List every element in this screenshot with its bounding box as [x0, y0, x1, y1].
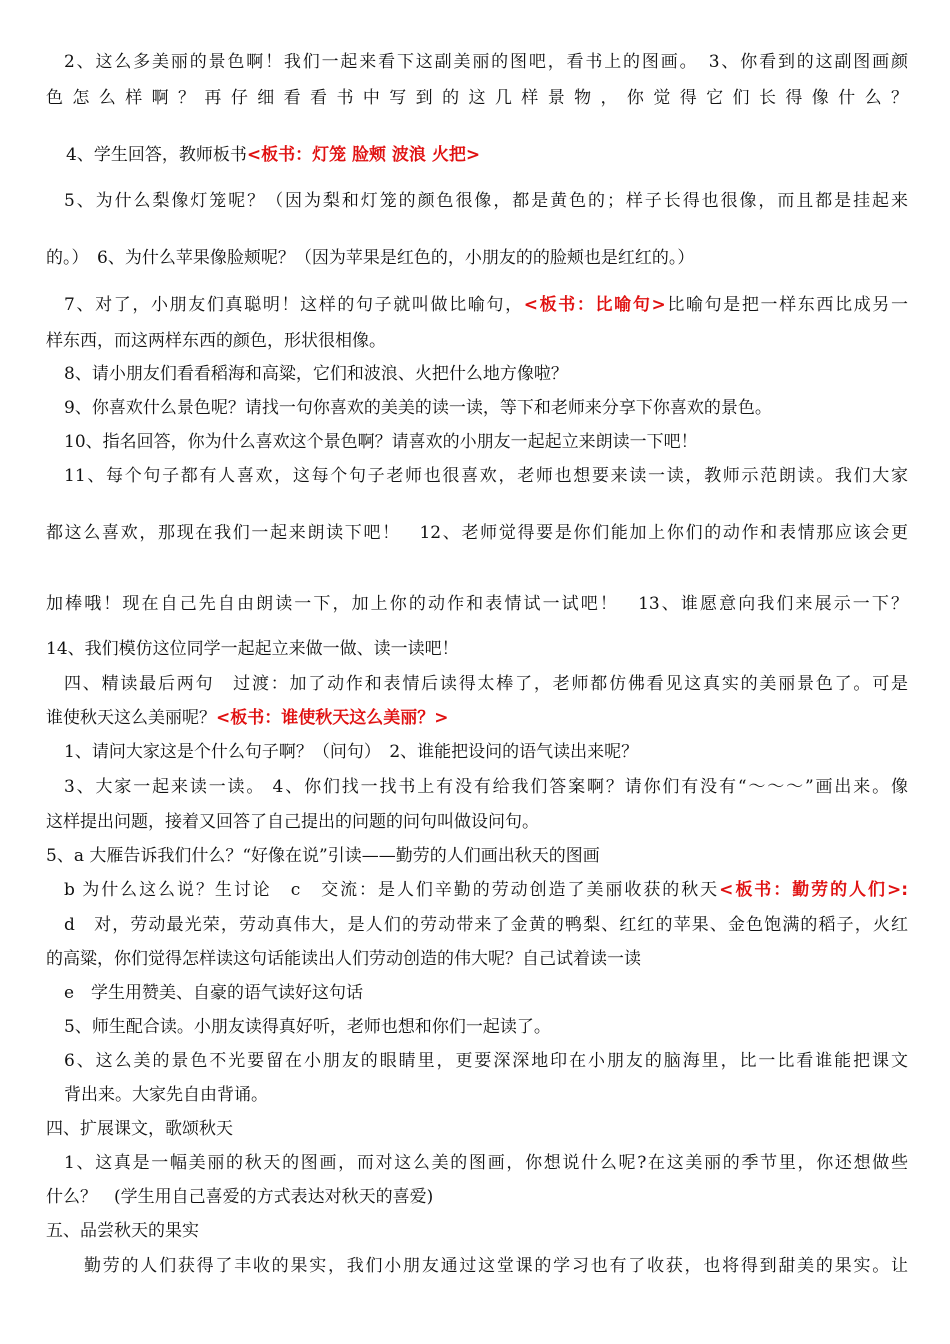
text-line: d 对，劳动最光荣，劳动真伟大，是人们的劳动带来了金黄的鸭梨、红红的苹果、金色饱满的稻子，火红 [64, 915, 908, 935]
text-line: 四、精读最后两句 过渡：加了动作和表情后读得太棒了，老师都仿佛看见这真实的美丽景色了。可是 [64, 674, 908, 694]
text-line: 2、这么多美丽的景色啊！我们一起来看下这副美丽的图吧，看书上的图画。 3、你看到的这副图画颜 [64, 52, 908, 72]
text-line: 5、为什么梨像灯笼呢？（因为梨和灯笼的颜色很像，都是黄色的；样子长得也很像，而且都是挂起来 [64, 191, 908, 211]
board-note: <板书：比喻句> [523, 295, 666, 315]
text-line: 3、大家一起来读一读。 4、你们找一找书上有没有给我们答案啊？请你们有没有“～～～”画出来。像 [64, 777, 908, 797]
text-line [46, 706, 908, 730]
text-line: 背出来。大家先自由背诵。 [64, 1085, 268, 1105]
text-line: 10、指名回答，你为什么喜欢这个景色啊？请喜欢的小朋友一起起立来朗读一下吧！ [64, 432, 698, 452]
text-run: 比喻句是把一样东西比成另一 [665, 295, 908, 315]
text-line: 8、请小朋友们看看稻海和高粱，它们和波浪、火把什么地方像啦？ [64, 364, 568, 384]
section-heading: 五、品尝秋天的果实 [46, 1221, 199, 1241]
board-note: <板书：灯笼 脸颊 波浪 火把> [246, 145, 481, 165]
text-line: 1、请问大家这是个什么句子啊？（问句） 2、谁能把设问的语气读出来呢？ [64, 742, 639, 762]
text-line: 的高粱，你们觉得怎样读这句话能读出人们劳动创造的伟大呢？自己试着读一读 [46, 949, 641, 969]
text-run: 谁使秋天这么美丽呢？ [46, 708, 216, 728]
board-note: <板书：勤劳的人们>: [719, 880, 908, 900]
text-line [66, 143, 910, 167]
text-line [64, 878, 908, 902]
text-line: 这样提出问题，接着又回答了自己提出的问题的问句叫做设问句。 [46, 812, 539, 832]
text-line [64, 293, 908, 317]
text-line: 5、师生配合读。小朋友读得真好听，老师也想和你们一起读了。 [64, 1017, 551, 1037]
text-run: b 为什么这么说？生讨论 c 交流：是人们辛勤的劳动创造了美丽收获的秋天 [64, 880, 720, 900]
text-line: e 学生用赞美、自豪的语气读好这句话 [64, 983, 364, 1003]
text-line: 14、我们模仿这位同学一起起立来做一做、读一读吧！ [46, 639, 459, 659]
text-run: 7、对了，小朋友们真聪明！这样的句子就叫做比喻句， [64, 295, 524, 315]
text-line: 1、这真是一幅美丽的秋天的图画，而对这么美的图画，你想说什么呢?在这美丽的季节里，你还想做些 [64, 1153, 908, 1173]
text-line: 9、你喜欢什么景色呢？请找一句你喜欢的美美的读一读，等下和老师来分享下你喜欢的景色。 [64, 398, 772, 418]
text-line: 5、a 大雁告诉我们什么？“好像在说”引读——勤劳的人们画出秋天的图画 [46, 846, 600, 866]
section-heading: 四、扩展课文，歌颂秋天 [46, 1119, 233, 1139]
text-line: 都这么喜欢，那现在我们一起来朗读下吧！ 12、老师觉得要是你们能加上你们的动作和表情那应该会更 [46, 523, 908, 543]
text-run: 4、学生回答，教师板书 [66, 145, 247, 165]
text-line: 6、这么美的景色不光要留在小朋友的眼睛里，更要深深地印在小朋友的脑海里，比一比看谁能把课文 [64, 1051, 908, 1071]
board-note: <板书：谁使秋天这么美丽？> [216, 708, 449, 728]
text-line: 色怎么样啊？再仔细看看书中写到的这几样景物，你觉得它们长得像什么？ [46, 88, 908, 108]
text-line: 什么？ (学生用自己喜爱的方式表达对秋天的喜爱) [46, 1187, 434, 1207]
text-line: 的。） 6、为什么苹果像脸颊呢？（因为苹果是红色的，小朋友的的脸颊也是红红的。） [46, 248, 695, 268]
text-line: 勤劳的人们获得了丰收的果实，我们小朋友通过这堂课的学习也有了收获，也将得到甜美的果实。让 [84, 1256, 908, 1276]
text-line: 样东西，而这两样东西的颜色，形状很相像。 [46, 331, 386, 351]
text-line: 11、每个句子都有人喜欢，这每个句子老师也很喜欢，老师也想要来读一读，教师示范朗读。我们大家 [64, 466, 908, 486]
text-line: 加棒哦！现在自己先自由朗读一下，加上你的动作和表情试一试吧！ 13、谁愿意向我们来展示一下？ [46, 594, 908, 614]
